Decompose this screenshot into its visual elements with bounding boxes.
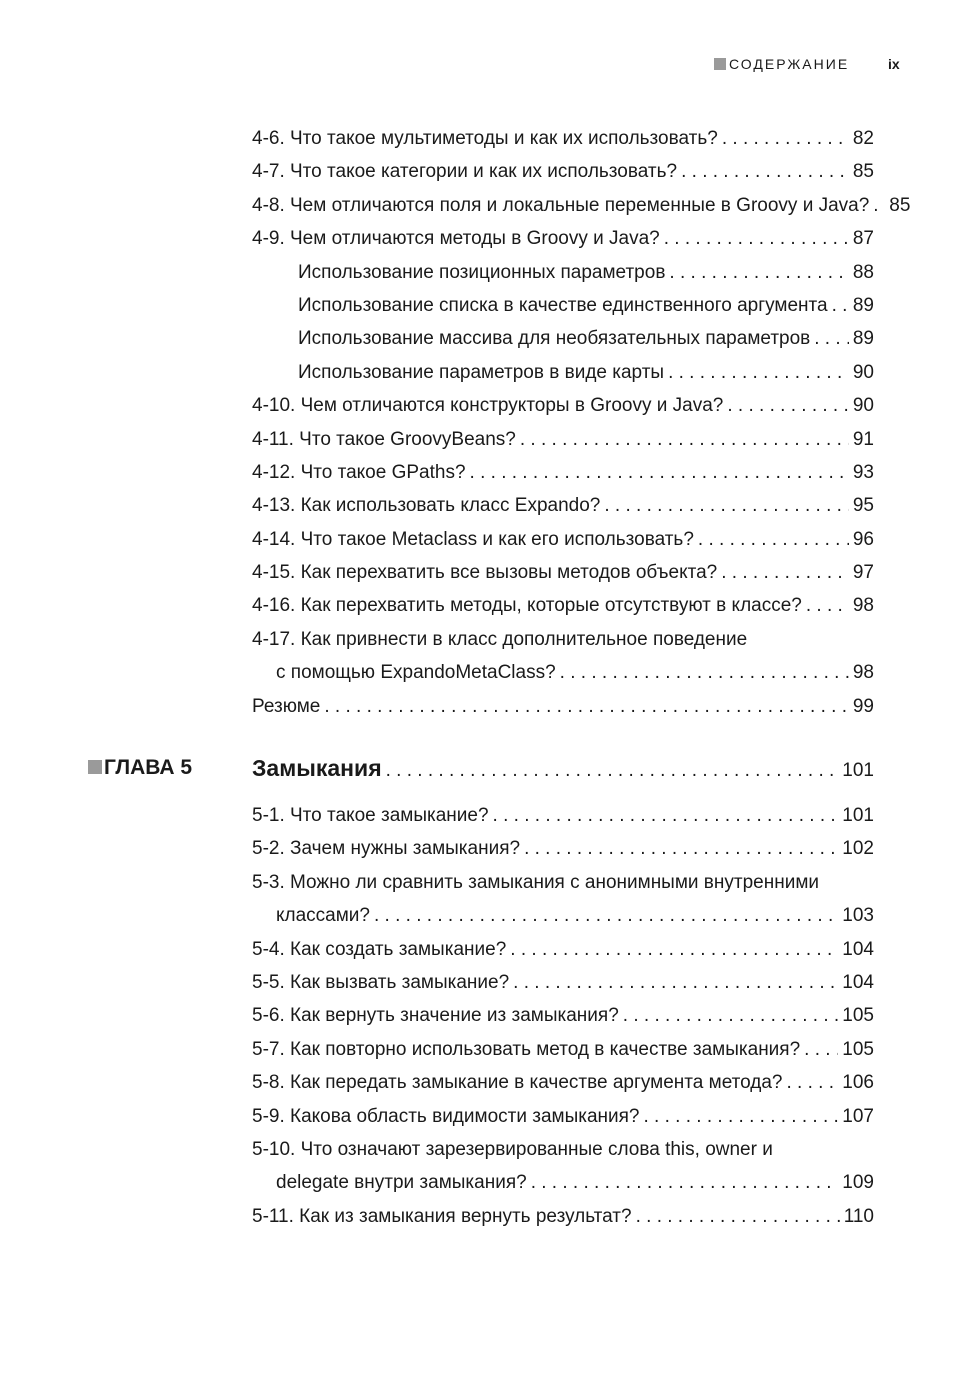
toc-entry[interactable]	[252, 456, 874, 489]
toc-entry-page: 85	[889, 194, 911, 216]
toc-entry[interactable]	[298, 256, 874, 289]
toc-entry[interactable]	[252, 155, 874, 188]
toc-entry-title: Использование параметров в виде карты	[298, 361, 665, 383]
toc-entry[interactable]	[252, 189, 911, 222]
dot-leader	[668, 356, 849, 389]
dot-leader	[681, 155, 849, 188]
toc-entry-title: 5-3. Можно ли сравнить замыкания с анонимными внутренними	[252, 871, 819, 893]
dot-leader	[806, 589, 849, 622]
toc-entry-page: 109	[842, 1172, 874, 1194]
chapter-title-row[interactable]	[252, 750, 874, 786]
toc-entry-title: delegate внутри замыкания?	[276, 1172, 527, 1194]
toc-entry-page: 82	[852, 128, 874, 149]
toc-entry-title: 5-2. Зачем нужны замыкания?	[252, 838, 521, 860]
toc-entry-title: 4-15. Как перехватить все вызовы методов объекта?	[252, 562, 718, 584]
toc-entry[interactable]	[252, 966, 874, 999]
dot-leader	[832, 289, 849, 322]
toc-entry-page: 95	[852, 495, 874, 517]
toc-entry-page: 89	[852, 294, 874, 316]
toc-entry-heading	[252, 866, 874, 899]
toc-entry-title: 5-9. Какова область видимости замыкания?	[252, 1105, 640, 1127]
toc-entry-page: 106	[842, 1072, 874, 1094]
dot-leader	[664, 222, 849, 255]
chapter-label: ГЛАВА 5	[104, 756, 193, 779]
toc-entry-title: 4-17. Как привнести в класс дополнительное поведение	[252, 628, 748, 650]
toc-entry-title: Резюме	[252, 695, 321, 717]
toc-entry[interactable]	[252, 1200, 874, 1233]
chapter-heading[interactable]	[0, 750, 976, 786]
dot-leader	[804, 1033, 838, 1066]
toc-entry-page: 91	[852, 428, 874, 450]
toc-entry-title: 5-10. Что означают зарезервированные слова this, owner и	[252, 1138, 773, 1160]
dot-leader	[493, 799, 839, 832]
dot-leader	[669, 256, 848, 289]
toc-entry-page: 85	[852, 161, 874, 183]
toc-entry[interactable]	[298, 356, 874, 389]
toc-entry[interactable]	[252, 589, 874, 622]
toc-entry-title: Использование массива для необязательных параметров	[298, 328, 811, 350]
toc-entry[interactable]	[252, 523, 874, 556]
dot-leader	[324, 690, 848, 723]
dot-leader	[636, 1200, 840, 1233]
dot-leader	[722, 122, 849, 155]
toc-entry-page: 97	[852, 562, 874, 584]
toc-entry[interactable]	[252, 832, 874, 865]
toc-entry-page: 98	[852, 662, 874, 684]
dot-leader	[470, 456, 849, 489]
toc-entry-page: 104	[842, 971, 874, 993]
dot-leader	[510, 933, 838, 966]
toc-entry-page: 105	[842, 1005, 874, 1027]
toc-entry-title: классами?	[276, 905, 370, 927]
toc-section-4	[252, 122, 911, 723]
toc-entry[interactable]	[276, 1166, 874, 1199]
dot-leader	[604, 489, 849, 522]
dot-leader	[374, 899, 838, 932]
toc-entry[interactable]	[252, 122, 874, 155]
toc-entry-title: 4-12. Что такое GPaths?	[252, 461, 466, 483]
dot-leader	[524, 832, 838, 865]
toc-entry[interactable]	[252, 489, 874, 522]
toc-entry-title: 4-10. Чем отличаются конструкторы в Groovy и Java?	[252, 395, 724, 417]
toc-entry[interactable]	[252, 799, 874, 832]
dot-leader	[873, 189, 885, 222]
dot-leader	[623, 999, 839, 1032]
toc-entry-page: 103	[842, 905, 874, 927]
dot-leader	[520, 423, 849, 456]
dot-leader	[644, 1100, 839, 1133]
toc-entry-title: 5-11. Как из замыкания вернуть результат?	[252, 1205, 632, 1227]
toc-entry-page: 98	[852, 595, 874, 617]
toc-entry-title: 4-13. Как использовать класс Expando?	[252, 495, 601, 517]
toc-entry[interactable]	[252, 389, 874, 422]
toc-entry-heading	[252, 623, 874, 656]
toc-entry-page: 90	[852, 361, 874, 383]
dot-leader	[787, 1066, 839, 1099]
dot-leader	[513, 966, 838, 999]
toc-entry-page: 110	[843, 1205, 874, 1227]
toc-entry-page: 87	[852, 228, 874, 250]
dot-leader	[698, 523, 849, 556]
toc-entry-page: 101	[842, 805, 874, 826]
toc-entry[interactable]	[252, 556, 874, 589]
toc-entry-page: 90	[852, 395, 874, 417]
toc-entry-title: 4-6. Что такое мультиметоды и как их использовать?	[252, 128, 718, 149]
toc-entry-title: 4-9. Чем отличаются методы в Groovy и Java?	[252, 228, 660, 250]
toc-entry[interactable]	[252, 1100, 874, 1133]
toc-entry[interactable]	[252, 690, 874, 723]
chapter-square-marker	[88, 760, 102, 774]
dot-leader	[560, 656, 849, 689]
dot-leader	[386, 753, 839, 789]
toc-entry-page: 96	[852, 528, 874, 550]
toc-entry-page: 99	[852, 695, 874, 717]
toc-entry[interactable]	[252, 1066, 874, 1099]
toc-entry-heading	[252, 1133, 874, 1166]
toc-entry[interactable]	[298, 322, 874, 355]
toc-entry-title: Использование списка в качестве единственного аргумента	[298, 294, 828, 316]
page-number: ix	[888, 56, 900, 72]
toc-entry[interactable]	[252, 423, 874, 456]
toc-entry-page: 89	[852, 328, 874, 350]
chapter-title: Замыкания	[252, 755, 382, 781]
dot-leader	[727, 389, 849, 422]
toc-entry-title: 5-4. Как создать замыкание?	[252, 938, 507, 960]
toc-entry-title: 5-7. Как повторно использовать метод в качестве замыкания?	[252, 1038, 801, 1060]
dot-leader	[531, 1166, 839, 1199]
toc-entry-page: 93	[852, 461, 874, 483]
toc-entry[interactable]	[252, 933, 874, 966]
toc-entry-title: 4-7. Что такое категории и как их использовать?	[252, 161, 678, 183]
chapter-page: 101	[842, 760, 874, 781]
toc-entry-title: 4-11. Что такое GroovyBeans?	[252, 428, 516, 450]
toc-entry[interactable]	[276, 656, 874, 689]
toc-entry-page: 104	[842, 938, 874, 960]
toc-entry[interactable]	[276, 899, 874, 932]
toc-entry-title: 5-5. Как вызвать замыкание?	[252, 971, 510, 993]
toc-section-5	[252, 799, 874, 1233]
toc-entry[interactable]	[252, 999, 874, 1032]
toc-entry-title: 5-6. Как вернуть значение из замыкания?	[252, 1005, 619, 1027]
toc-entry-title: 5-1. Что такое замыкание?	[252, 805, 489, 826]
toc-entry-title: Использование позиционных параметров	[298, 261, 666, 283]
dot-leader	[814, 322, 849, 355]
toc-entry[interactable]	[252, 1033, 874, 1066]
toc-entry-title: 4-16. Как перехватить методы, которые отсутствуют в классе?	[252, 595, 802, 617]
toc-entry-page: 88	[852, 261, 874, 283]
toc-entry[interactable]	[298, 289, 874, 322]
header-title: СОДЕРЖАНИЕ	[729, 56, 850, 72]
toc-entry-page: 102	[842, 838, 874, 860]
toc-entry-title: 5-8. Как передать замыкание в качестве аргумента метода?	[252, 1072, 783, 1094]
toc-entry-page: 105	[842, 1038, 874, 1060]
running-header	[0, 54, 976, 74]
toc-entry[interactable]	[252, 222, 874, 255]
header-square-marker	[714, 58, 726, 70]
toc-entry-title: с помощью ExpandoMetaClass?	[276, 662, 556, 684]
dot-leader	[721, 556, 849, 589]
toc-entry-title: 4-8. Чем отличаются поля и локальные переменные в Groovy и Java?	[252, 194, 870, 216]
toc-entry-page: 107	[842, 1105, 874, 1127]
toc-entry-title: 4-14. Что такое Metaclass и как его использовать?	[252, 528, 694, 550]
